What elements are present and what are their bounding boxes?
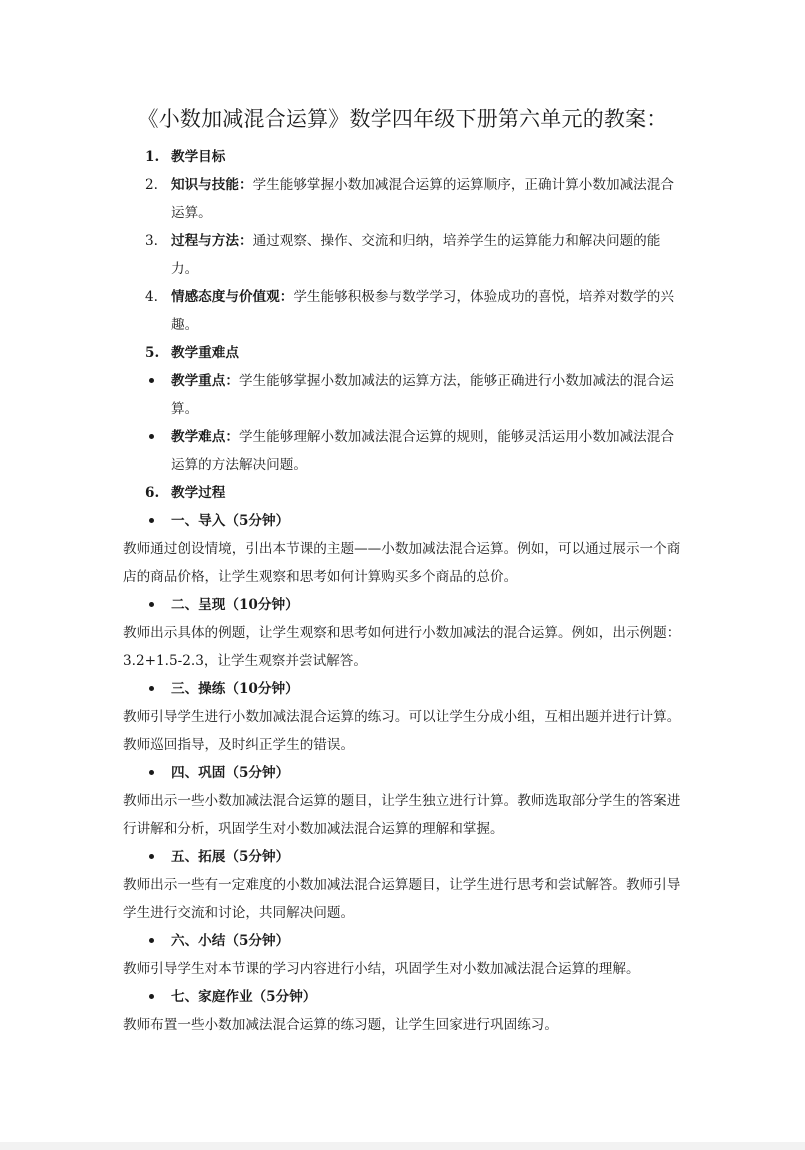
section-heading: 教学重点： bbox=[171, 373, 239, 389]
step-heading-intro bbox=[123, 507, 683, 535]
bullet-icon bbox=[149, 938, 154, 943]
list-marker: 4. bbox=[145, 289, 158, 305]
step-body-consolidate: 教师出示一些小数加减法混合运算的题目，让学生独立进行计算。教师选取部分学生的答案进行讲解和分析，巩固学生对小数加减法混合运算的理解和掌握。 bbox=[123, 793, 681, 837]
section-teaching-process bbox=[123, 479, 683, 507]
bullet-icon bbox=[149, 686, 154, 691]
bullet-icon bbox=[149, 434, 154, 439]
section-body: 学生能够积极参与数学学习，体验成功的喜悦，培养对数学的兴趣。 bbox=[171, 289, 674, 333]
list-marker: 3. bbox=[145, 233, 158, 249]
step-body-present: 教师出示具体的例题，让学生观察和思考如何进行小数加减法的混合运算。例如，出示例题：3.2+1.5-2.3，让学生观察并尝试解答。 bbox=[123, 625, 681, 669]
step-body-homework: 教师布置一些小数加减法混合运算的练习题，让学生回家进行巩固练习。 bbox=[123, 1017, 558, 1033]
bullet-icon bbox=[149, 770, 154, 775]
list-marker: 1. bbox=[145, 149, 160, 165]
section-body: 学生能够掌握小数加减混合运算的运算顺序，正确计算小数加减法混合运算。 bbox=[171, 177, 674, 221]
step-heading: 三、操练（10分钟） bbox=[171, 681, 299, 697]
section-knowledge-skills bbox=[123, 171, 683, 227]
step-heading-summary bbox=[123, 927, 683, 955]
section-heading: 情感态度与价值观： bbox=[171, 289, 294, 305]
step-heading-extend bbox=[123, 843, 683, 871]
section-body: 通过观察、操作、交流和归纳，培养学生的运算能力和解决问题的能力。 bbox=[171, 233, 661, 277]
step-heading-present bbox=[123, 591, 683, 619]
step-heading-consolidate bbox=[123, 759, 683, 787]
section-attitude-values bbox=[123, 283, 683, 339]
bullet-icon bbox=[149, 602, 154, 607]
document-content bbox=[123, 143, 683, 1039]
section-heading: 教学目标 bbox=[171, 149, 226, 165]
step-heading: 七、家庭作业（5分钟） bbox=[171, 989, 317, 1005]
section-heading: 知识与技能： bbox=[171, 177, 253, 193]
step-body-intro: 教师通过创设情境，引出本节课的主题——小数加减法混合运算。例如，可以通过展示一个商店的商品价格，让学生观察和思考如何计算购买多个商品的总价。 bbox=[123, 541, 681, 585]
document-title: 《小数加减混合运算》数学四年级下册第六单元的教案： bbox=[137, 107, 668, 131]
section-heading: 教学重难点 bbox=[171, 345, 239, 361]
list-marker: 5. bbox=[145, 345, 160, 361]
step-heading-homework bbox=[123, 983, 683, 1011]
section-body: 学生能够掌握小数加减法的运算方法，能够正确进行小数加减法的混合运算。 bbox=[171, 373, 674, 417]
step-heading: 六、小结（5分钟） bbox=[171, 933, 290, 949]
step-heading: 四、巩固（5分钟） bbox=[171, 765, 290, 781]
section-heading: 教学过程 bbox=[171, 485, 226, 501]
step-body-practice: 教师引导学生进行小数加减法混合运算的练习。可以让学生分成小组，互相出题并进行计算。教师巡回指导，及时纠正学生的错误。 bbox=[123, 709, 681, 753]
bullet-icon bbox=[149, 518, 154, 523]
section-difficult-point bbox=[123, 423, 683, 479]
section-body: 学生能够理解小数加减法混合运算的规则，能够灵活运用小数加减法混合运算的方法解决问题。 bbox=[171, 429, 674, 473]
bullet-icon bbox=[149, 378, 154, 383]
step-heading: 一、导入（5分钟） bbox=[171, 513, 290, 529]
step-heading: 二、呈现（10分钟） bbox=[171, 597, 299, 613]
section-objectives bbox=[123, 143, 683, 171]
section-process-method bbox=[123, 227, 683, 283]
bullet-icon bbox=[149, 854, 154, 859]
step-body-summary: 教师引导学生对本节课的学习内容进行小结，巩固学生对小数加减法混合运算的理解。 bbox=[123, 961, 640, 977]
step-heading: 五、拓展（5分钟） bbox=[171, 849, 290, 865]
section-heading: 教学难点： bbox=[171, 429, 239, 445]
page-bottom-margin bbox=[0, 1142, 805, 1150]
list-marker: 2. bbox=[145, 177, 158, 193]
step-body-extend: 教师出示一些有一定难度的小数加减法混合运算题目，让学生进行思考和尝试解答。教师引导学生进行交流和讨论，共同解决问题。 bbox=[123, 877, 681, 921]
list-marker: 6. bbox=[145, 485, 160, 501]
bullet-icon bbox=[149, 994, 154, 999]
section-key-difficult bbox=[123, 339, 683, 367]
section-key-point bbox=[123, 367, 683, 423]
section-heading: 过程与方法： bbox=[171, 233, 253, 249]
step-heading-practice bbox=[123, 675, 683, 703]
